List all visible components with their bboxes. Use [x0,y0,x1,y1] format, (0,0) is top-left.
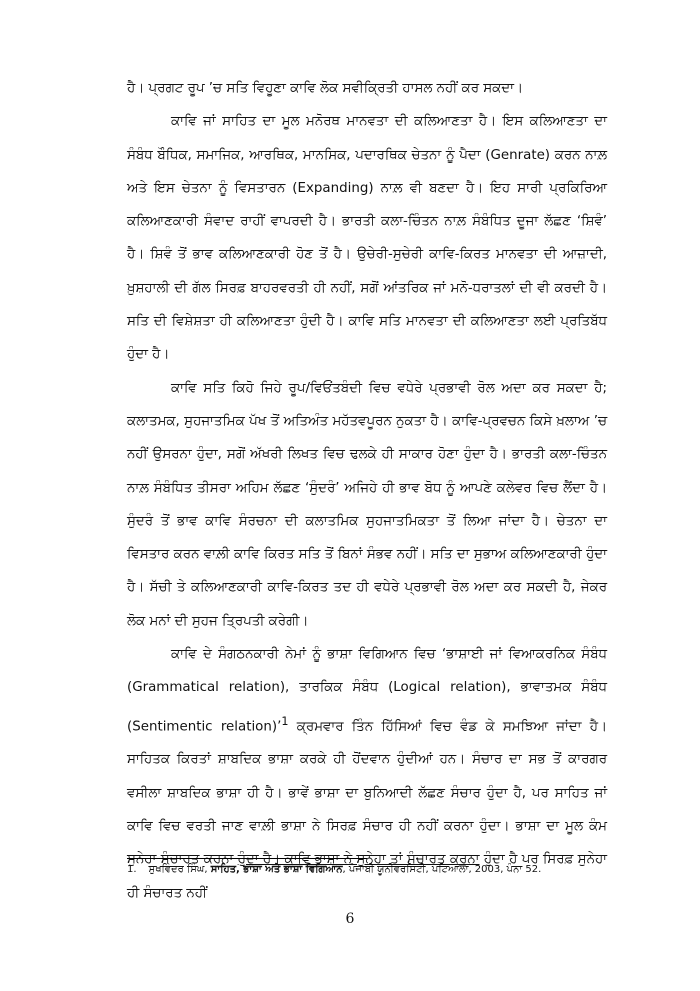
footnote-reference: 1 [281,714,289,728]
footnote-publication: , ਪੰਜਾਬੀ ਯੂਨੀਵਰਸਿਟੀ, ਪਟਿਆਲਾ, 2003, ਪੰਨਾ 52. [342,864,542,875]
paragraph-1: ਹੈ। ਪ੍ਰਗਟ ਰੂਪ ’ਚ ਸਤਿ ਵਿਹੂਣਾ ਕਾਵਿ ਲੋਕ ਸਵੀਕ੍ਰਿਤੀ ਹਾਸਲ ਨਹੀਂ ਕਰ ਸਕਦਾ। [127,81,524,96]
paragraph-3: ਕਾਵਿ ਸਤਿ ਕਿਹੋ ਜਿਹੇ ਰੂਪ/ਵਿਓਂਤਬੰਦੀ ਵਿਚ ਵਧੇਰੇ ਪ੍ਰਭਾਵੀ ਰੋਲ ਅਦਾ ਕਰ ਸਕਦਾ ਹੈ; ਕਲਾਤਮਕ, ਸੁਹਜਾਤਮਿਕ ਪੱਖ ਤੋਂ ਅਤਿਅੰਤ ਮਹੱਤਵਪੂਰਨ ਨੁਕਤਾ ਹੈ। ਕਾਵਿ-ਪ੍ਰਵਚਨ ਕਿਸੇ ਖ਼ਲਾਅ ’ਚ ਨਹੀਂ ਉਸਰਨਾ ਹੁੰਦਾ, ਸਗੋਂ ਅੱਖਰੀ ਲਿਖਤ ਵਿਚ ਢਲਕੇ ਹੀ ਸਾਕਾਰ ਹੋਣਾ ਹੁੰਦਾ ਹੈ। ਭਾਰਤੀ ਕਲਾ-ਚਿੰਤਨ ਨਾਲ਼ ਸੰਬੰਧਿਤ ਤੀਸਰਾ ਅਹਿਮ ਲੱਛਣ ‘ਸੁੰਦਰੰ’ ਅਜਿਹੇ ਹੀ ਭਾਵ ਬੋਧ ਨੂੰ ਆਪਣੇ ਕਲੇਵਰ ਵਿਚ ਲੈਂਦਾ ਹੈ। ਸੁੰਦਰੰ ਤੋਂ ਭਾਵ ਕਾਵਿ ਸੰਰਚਨਾ ਦੀ ਕਲਾਤਮਿਕ ਸੁਹਜਾਤਮਿਕਤਾ ਤੋਂ ਲਿਆ ਜਾਂਦਾ ਹੈ। ਚੇਤਨਾ ਦਾ ਵਿਸਤਾਰ ਕਰਨ ਵਾਲ਼ੀ ਕਾਵਿ ਕਿਰਤ ਸਤਿ ਤੋਂ ਬਿਨਾਂ ਸੰਭਵ ਨਹੀਂ। ਸਤਿ ਦਾ ਸੁਭਾਅ ਕਲਿਆਣਕਾਰੀ ਹੁੰਦਾ ਹੈ। ਸੱਚੀ ਤੇ ਕਲਿਆਣਕਾਰੀ ਕਾਵਿ-ਕਿਰਤ ਤਦ ਹੀ ਵਧੇਰੇ ਪ੍ਰਭਾਵੀ ਰੋਲ ਅਦਾ ਕਰ ਸਕਦੀ ਹੈ, ਜੇਕਰ ਲੋਕ ਮਨਾਂ ਦੀ ਸੁਹਜ ਤ੍ਰਿਪਤੀ ਕਰੇਗੀ। [127,380,607,629]
footnote-book-title: ਸਾਹਿਤ, ਭਾਸ਼ਾ ਅਤੇ ਭਾਸ਼ਾ ਵਿਗਿਆਨ [210,864,343,875]
body-text [127,72,607,910]
page-number: 6 [345,911,355,927]
footnote-number: 1. [127,864,137,875]
paragraph-4-text: ਕਾਵਿ ਦੇ ਸੰਗਠਨਕਾਰੀ ਨੇਮਾਂ ਨੂੰ ਭਾਸ਼ਾ ਵਿਗਿਆਨ ਵਿਚ ‘ਭਾਸ਼ਾਈ ਜਾਂ ਵਿਆਕਰਨਿਕ ਸੰਬੰਧ (Grammatical relation), ਤਾਰਕਿਕ ਸੰਬੰਧ (Logical relation), ਭਾਵਾਤਮਕ ਸੰਬੰਧ (Sentimentic relation)’ [127,647,607,735]
footnote-author: ਸੁਖਵਿੰਦਰ ਸਿੰਘ, [148,864,211,875]
footnote-separator [127,858,367,859]
paragraph-4-end: ਹੁੰਦਾ ਹੈ ਪਰ ਸਿਰਫ਼ ਸੁਨੇਹਾ ਹੀ ਸੰਚਾਰਤ ਨਹੀਂ [127,852,607,901]
footnote [127,862,607,878]
underlined-text: ਹੁੰਦਾ ਹੈ। ਕਾਵਿ ਭਾਸ਼ਾ ਨੇ ਸੁਨੇਹਾ ਤਾਂ ਸੰਚਾਰਤ ਕਰਨਾ [237,852,480,868]
paragraph-2: ਕਾਵਿ ਜਾਂ ਸਾਹਿਤ ਦਾ ਮੂਲ ਮਨੋਰਥ ਮਾਨਵਤਾ ਦੀ ਕਲਿਆਣਤਾ ਹੈ। ਇਸ ਕਲਿਆਣਤਾ ਦਾ ਸੰਬੰਧ ਬੌਧਿਕ, ਸਮਾਜਿਕ, ਆਰਥਿਕ, ਮਾਨਸਿਕ, ਪਦਾਰਥਿਕ ਚੇਤਨਾ ਨੂੰ ਪੈਦਾ (Genrate) ਕਰਨ ਨਾਲ਼ ਅਤੇ ਇਸ ਚੇਤਨਾ ਨੂੰ ਵਿਸਤਾਰਨ (Expanding) ਨਾਲ਼ ਵੀ ਬਣਦਾ ਹੈ। ਇਹ ਸਾਰੀ ਪ੍ਰਕਿਰਿਆ ਕਲਿਆਣਕਾਰੀ ਸੰਵਾਦ ਰਾਹੀਂ ਵਾਪਰਦੀ ਹੈ। ਭਾਰਤੀ ਕਲਾ-ਚਿੰਤਨ ਨਾਲ਼ ਸੰਬੰਧਿਤ ਦੂਜਾ ਲੱਛਣ ‘ਸ਼ਿਵੰ’ ਹੈ। ਸ਼ਿਵੰ ਤੋਂ ਭਾਵ ਕਲਿਆਣਕਾਰੀ ਹੋਣ ਤੋਂ ਹੈ। ਉਚੇਰੀ-ਸੁਚੇਰੀ ਕਾਵਿ-ਕਿਰਤ ਮਾਨਵਤਾ ਦੀ ਆਜ਼ਾਦੀ, ਖ਼ੁਸ਼ਹਾਲੀ ਦੀ ਗੱਲ ਸਿਰਫ਼ ਬਾਹਰਵਰਤੀ ਹੀ ਨਹੀਂ, ਸਗੋਂ ਆਂਤਰਿਕ ਜਾਂ ਮਨੋ-ਧਰਾਤਲਾਂ ਦੀ ਵੀ ਕਰਦੀ ਹੈ। ਸਤਿ ਦੀ ਵਿਸ਼ੇਸ਼ਤਾ ਹੀ ਕਲਿਆਣਤਾ ਹੁੰਦੀ ਹੈ। ਕਾਵਿ ਸਤਿ ਮਾਨਵਤਾ ਦੀ ਕਲਿਆਣਤਾ ਲਈ ਪ੍ਰਤਿਬੱਧ ਹੁੰਦਾ ਹੈ। [127,114,607,363]
paragraph-4-continued: ਕ੍ਰਮਵਾਰ ਤਿੰਨ ਹਿੱਸਿਆਂ ਵਿਚ ਵੰਡ ਕੇ ਸਮਝਿਆ ਜਾਂਦਾ ਹੈ। ਸਾਹਿਤਕ ਕਿਰਤਾਂ ਸ਼ਾਬਦਿਕ ਭਾਸ਼ਾ ਕਰਕੇ ਹੀ ਹੋਂਦਵਾਨ ਹੁੰਦੀਆਂ ਹਨ। ਸੰਚਾਰ ਦਾ ਸਭ ਤੋਂ ਕਾਰਗਰ ਵਸੀਲਾ ਸ਼ਾਬਦਿਕ ਭਾਸ਼ਾ ਹੀ ਹੈ। ਭਾਵੇਂ ਭਾਸ਼ਾ ਦਾ ਬੁਨਿਆਦੀ ਲੱਛਣ ਸੰਚਾਰ ਹੁੰਦਾ ਹੈ, ਪਰ ਸਾਹਿਤ ਜਾਂ ਕਾਵਿ ਵਿਚ ਵਰਤੀ ਜਾਣ ਵਾਲ਼ੀ ਭਾਸ਼ਾ ਨੇ ਸਿਰਫ਼ ਸੰਚਾਰ ਹੀ ਨਹੀਂ ਕਰਨਾ ਹੁੰਦਾ। ਭਾਸ਼ਾ ਦਾ ਮੂਲ ਕੰਮ ਸੁਨੇਹਾ ਸੰਚਾਰਤ ਕਰਨਾ [127,719,607,868]
